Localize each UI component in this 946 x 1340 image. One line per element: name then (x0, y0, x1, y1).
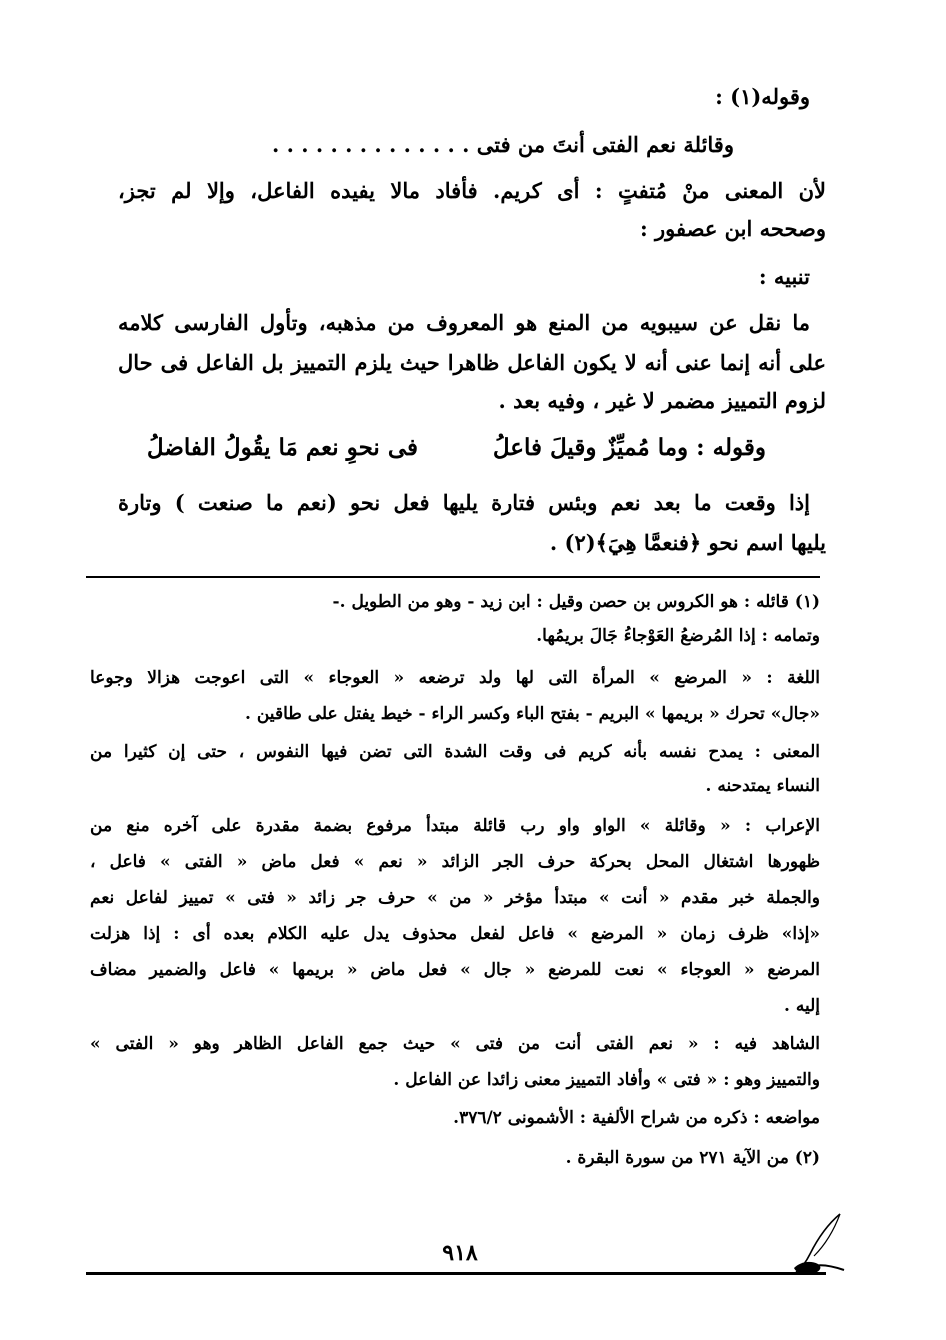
text-line: إذا وقعت ما بعد نعم وبئس فتارة يليها فعل نحو (نعم ما صنعت ) وتارة (118, 490, 810, 515)
page-number: ٩١٨ (442, 1240, 478, 1266)
text-line: لأن المعنى منْ مُتفتٍ : أى كريم. فأفاد مالا يفيده الفاعل، وإلا لم تجز، (118, 178, 826, 203)
footnote-line: والجملة خبر مقدم « أنت » مبتدأ مؤخر « من » حرف جر زائد « فتى » تمييز لفاعل نعم (90, 888, 820, 908)
footnote-line: مواضعه : ذكره من شراح الألفية : الأشمونى ٣٧٦/٢. (453, 1108, 820, 1128)
footnote-line: (١) قائله : هو الكروس بن حصن وقيل : ابن زيد - وهو من الطويل .- (332, 592, 820, 612)
text-line: يليها اسم نحو ﴿فنعمَّا هِيَ﴾(٢) . (549, 530, 826, 555)
footnote-line: والتمييز وهو : « فتى » وأفاد التمييز معنى زائدا عن الفاعل . (393, 1070, 820, 1090)
text-line: وصححه ابن عصفور : (639, 216, 826, 241)
text-line: على أنه إنما عنى أنه لا يكون الفاعل ظاهرا حيث يلزم التمييز بل الفاعل فى حال (118, 350, 826, 375)
text-line: لزوم التمييز مضمر لا غير ، وفيه بعد . (498, 388, 826, 413)
footnote-line: اللغة : « المرضع » المرأة التى لها ولد ترضعه « العوجاء » التى اعوجت هزالا وجوعا (90, 668, 820, 688)
verse-first-hemistich: وقوله : وما مُميِّزٌ وقيلَ فاعلُ (492, 434, 766, 461)
text-line: ما نقل عن سيبويه من المنع هو المعروف من مذهبه، وتأول الفارسى كلامه (118, 310, 810, 335)
footnote-line: وتمامه : إذا المُرضعُ العَوْجاءُ جَالَ بريمُها. (536, 626, 820, 646)
footnote-line: «إذا» ظرف زمان « المرضع » فاعل لفعل محذوف يدل عليه الكلام بعده أى : إذا هزلت (90, 924, 820, 944)
footnote-line: الإعراب : « وقائلة » الواو واو رب قائلة مبتدأ مرفوع بضمة مقدرة على آخره منع من (90, 816, 820, 836)
section-heading: تنبيه : (758, 264, 810, 289)
verse-second-hemistich: فى نحوِ نعم مَا يقُولُ الفاضلُ (146, 434, 418, 461)
footnote-line: إليه . (784, 996, 820, 1016)
footnote-line: «جال» تحرك « بريمها » البريم - بفتح الباء وكسر الراء - خيط يفتل على طاقين . (245, 704, 820, 724)
footnote-line: المعنى : يمدح نفسه بأنه كريم فى وقت الشدة التى تضن فيها النفوس ، حتى إن كثيرا من (90, 742, 820, 762)
text-line: وقوله(١) : (715, 84, 810, 109)
quill-logo-icon (788, 1210, 848, 1278)
verse-line: وقائلة نعم الفتى أنتَ من فتى . . . . . . . . . . . . . . (272, 132, 734, 157)
footnote-line: النساء يمتدحنه . (705, 776, 820, 796)
footnote-line: ظهورها اشتغال المحل بحركة حرف الجر الزائد « نعم » فعل ماض « الفتى » فاعل ، (90, 852, 820, 872)
footnote-line: (٢) من الآية ٢٧١ من سورة البقرة . (565, 1148, 820, 1168)
footnote-separator (86, 576, 820, 578)
footnote-line: المرضع « العوجاء » نعت للمرضع « جال » فعل ماض « بريمها » فاعل والضمير مضاف (90, 960, 820, 980)
footnote-line: الشاهد فيه : « نعم الفتى أنت من فتى » حيث جمع الفاعل الظاهر وهو « الفتى » (90, 1034, 820, 1054)
bottom-rule (86, 1272, 826, 1275)
